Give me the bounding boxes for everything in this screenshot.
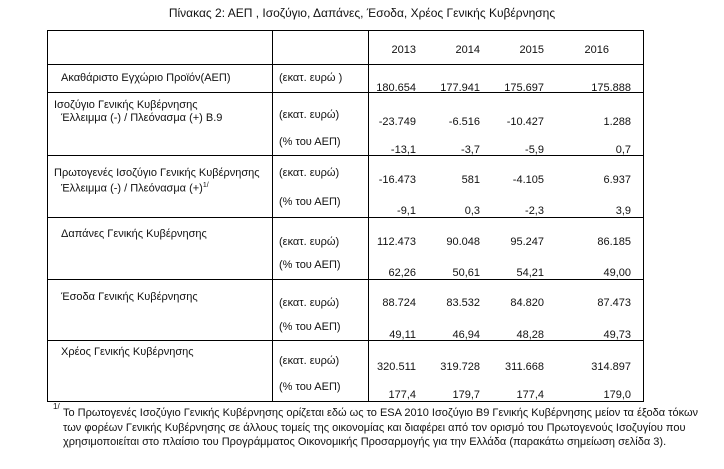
percent-cell: 62,26 xyxy=(388,267,416,279)
percent-cell: -13,1 xyxy=(390,144,416,156)
column-divider xyxy=(272,30,273,402)
percent-cell: 50,61 xyxy=(452,267,480,279)
year-header: 2016 xyxy=(584,44,609,56)
value-cell: 311.668 xyxy=(505,361,544,373)
percent-cell: -5,9 xyxy=(525,144,544,156)
unit-label: (εκατ. ευρώ) xyxy=(279,297,340,309)
value-cell: -10.427 xyxy=(506,116,544,128)
value-cell: 581 xyxy=(461,174,480,186)
row-divider xyxy=(47,340,644,341)
unit-label: (% του ΑΕΠ) xyxy=(279,259,341,271)
table-border-right xyxy=(643,30,644,402)
value-cell: 88.724 xyxy=(382,297,416,309)
unit-label: (εκατ. ευρώ) xyxy=(279,167,340,179)
row-label: Έσοδα Γενικής Κυβέρνησης xyxy=(61,291,198,303)
value-cell: 180.654 xyxy=(376,82,416,94)
row-sublabel-text: Έλλειμμα (-) / Πλεόνασμα (+) xyxy=(61,182,203,195)
percent-cell: -2,3 xyxy=(525,205,544,217)
unit-label: (εκατ. ευρώ) xyxy=(279,355,340,367)
percent-cell: 46,94 xyxy=(452,329,480,341)
row-sublabel xyxy=(61,179,209,196)
percent-cell: 0,3 xyxy=(464,205,480,217)
row-label: Ακαθάριστο Εγχώριο Προϊόν(ΑΕΠ) xyxy=(61,72,231,84)
table-border-bottom xyxy=(47,401,644,402)
unit-label: (εκατ. ευρώ) xyxy=(279,109,340,121)
value-cell: 83.532 xyxy=(446,297,480,309)
value-cell: 319.728 xyxy=(440,361,480,373)
footnote-ref: 1/ xyxy=(202,182,209,189)
unit-label: (% του ΑΕΠ) xyxy=(279,136,341,148)
value-cell: -6.516 xyxy=(448,116,480,128)
value-cell: 86.185 xyxy=(597,236,631,248)
percent-cell: 54,21 xyxy=(516,267,544,279)
percent-cell: 49,00 xyxy=(603,267,631,279)
percent-cell: 179,7 xyxy=(452,389,480,401)
table-border-left xyxy=(47,30,48,402)
value-cell: 112.473 xyxy=(377,236,416,248)
table-border-top xyxy=(47,30,644,31)
year-header: 2014 xyxy=(455,44,480,56)
unit-label: (εκατ. ευρώ) xyxy=(279,236,340,248)
footnote-marker: 1/ xyxy=(53,402,60,411)
value-cell: 175.697 xyxy=(504,82,544,94)
row-divider xyxy=(47,217,644,218)
percent-cell: -3,7 xyxy=(461,144,480,156)
value-cell: 6.937 xyxy=(603,174,631,186)
fiscal-table xyxy=(47,30,644,402)
unit-label: (% του ΑΕΠ) xyxy=(279,321,341,333)
value-cell: -16.473 xyxy=(378,174,416,186)
percent-cell: 49,73 xyxy=(603,329,631,341)
percent-cell: 0,7 xyxy=(615,144,631,156)
value-cell: 175.888 xyxy=(591,82,631,94)
row-sublabel: Έλλειμμα (-) / Πλεόνασμα (+) Β.9 xyxy=(61,112,223,124)
unit-label: (εκατ. ευρώ ) xyxy=(279,72,343,84)
row-divider xyxy=(47,92,644,93)
table-title: Πίνακας 2: ΑΕΠ , Ισοζύγιο, Δαπάνες, Έσοδα, Χρέος Γενικής Κυβέρνησης xyxy=(168,6,556,20)
percent-cell: 177,4 xyxy=(516,389,544,401)
value-cell: 1.288 xyxy=(603,116,631,128)
unit-label: (% του ΑΕΠ) xyxy=(279,196,341,208)
row-label: Δαπάνες Γενικής Κυβέρνησης xyxy=(61,228,207,240)
value-cell: -4.105 xyxy=(512,174,544,186)
unit-label: (% του ΑΕΠ) xyxy=(279,381,341,393)
percent-cell: 3,9 xyxy=(615,205,631,217)
row-label: Πρωτογενές Ισοζύγιο Γενικής Κυβέρνησης xyxy=(54,167,260,179)
year-header: 2013 xyxy=(391,44,416,56)
row-divider xyxy=(47,155,644,156)
value-cell: 320.511 xyxy=(377,361,416,373)
value-cell: 95.247 xyxy=(510,236,544,248)
value-cell: 314.897 xyxy=(591,361,631,373)
percent-cell: -9,1 xyxy=(397,205,416,217)
value-cell: 84.820 xyxy=(510,297,544,309)
percent-cell: 49,11 xyxy=(389,329,416,341)
percent-cell: 177,4 xyxy=(388,389,416,401)
row-label: Ισοζύγιο Γενικής Κυβέρνησης xyxy=(54,99,198,111)
value-cell: -23.749 xyxy=(378,116,416,128)
footnote-text: Το Πρωτογενές Ισοζύγιο Γενικής Κυβέρνησης ορίζεται εδώ ως το ESA 2010 Ισοζύγιο Β9 Γενικής Κυβέρνησης μείον τα έξοδα τόκων των φορέων Γενικής Κυβέρνησης σε άλλους τομείς της οικονομίας και διαφέρει από τον ορισμό του Πρωτογενούς Ισοζυγίου που χρησιμοποιείται στο πλαίσιο του Προγράμματος Οικονομικής Προσαρμογής για την Ελλάδα (παρακάτω σημείωση σελίδα 3). xyxy=(63,407,699,448)
value-cell: 177.941 xyxy=(440,82,480,94)
row-divider xyxy=(47,64,644,65)
percent-cell: 48,28 xyxy=(516,329,544,341)
value-cell: 90.048 xyxy=(446,236,480,248)
value-cell: 87.473 xyxy=(597,297,631,309)
row-label: Χρέος Γενικής Κυβέρνησης xyxy=(61,346,194,358)
row-divider xyxy=(47,279,644,280)
percent-cell: 179,0 xyxy=(603,389,631,401)
year-header: 2015 xyxy=(519,44,544,56)
